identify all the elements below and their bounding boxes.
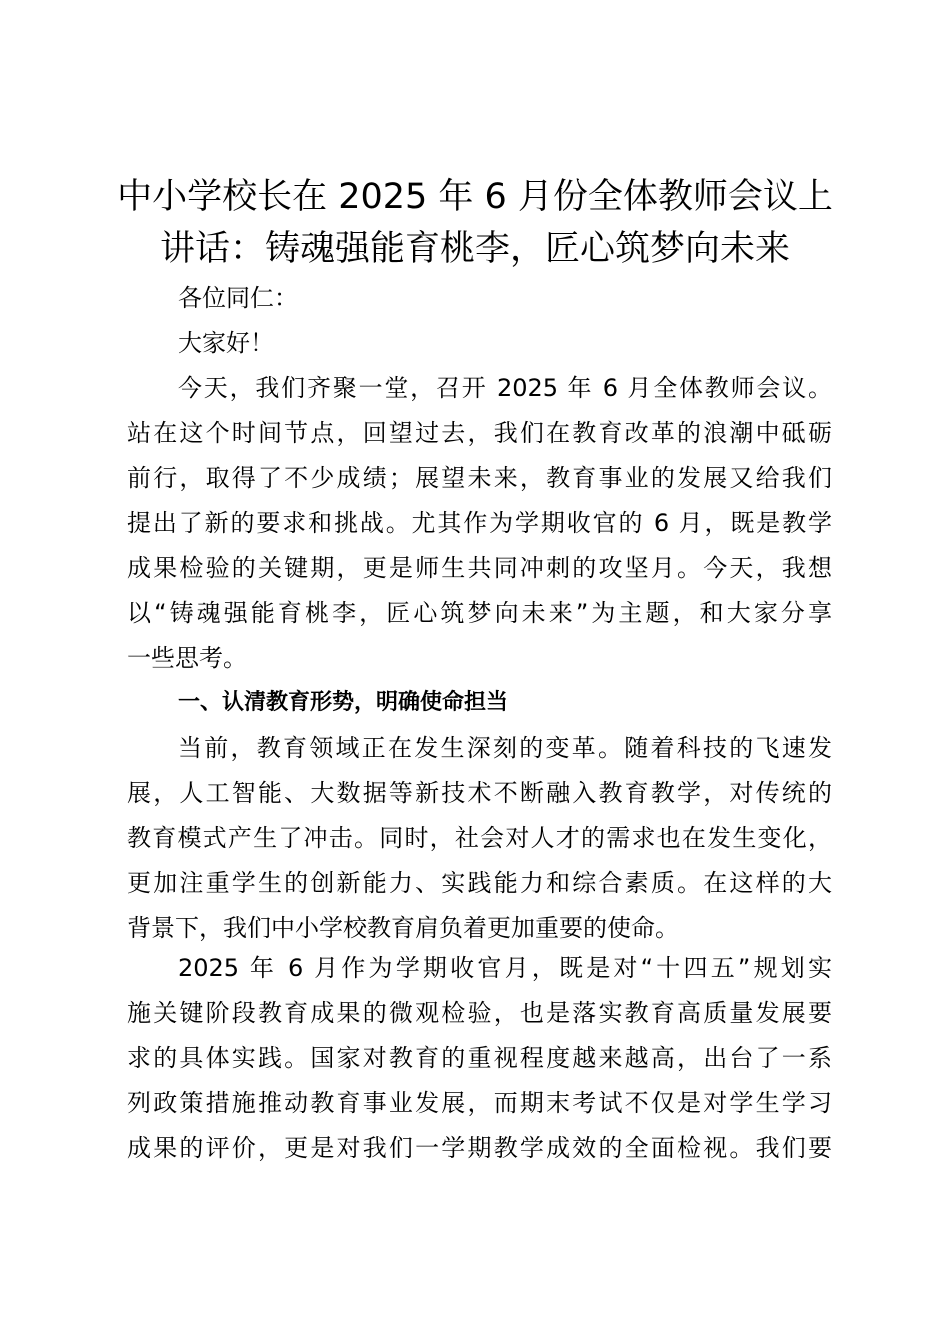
paragraph-1-line-1: 今天，我们齐聚一堂，召开 2025 年 6 月全体教师会议。: [178, 374, 832, 402]
paragraph-1-line-4: 提出了新的要求和挑战。尤其作为学期收官的 6 月，既是教学: [127, 509, 832, 537]
greeting: 大家好！: [178, 329, 274, 357]
paragraph-2-line-3: 教育模式产生了冲击。同时，社会对人才的需求也在发生变化，: [127, 824, 832, 852]
document-title-line-1: 中小学校长在 2025 年 6 月份全体教师会议上: [117, 177, 833, 217]
paragraph-2-line-5: 背景下，我们中小学校教育肩负着更加重要的使命。: [127, 914, 679, 942]
salutation: 各位同仁：: [178, 284, 298, 312]
paragraph-3-line-2: 施关键阶段教育成果的微观检验，也是落实教育高质量发展要: [127, 999, 832, 1027]
paragraph-1-line-3: 前行，取得了不少成绩；展望未来，教育事业的发展又给我们: [127, 464, 832, 492]
paragraph-1-line-7: 一些思考。: [127, 644, 247, 672]
paragraph-3-line-4: 列政策措施推动教育事业发展，而期末考试不仅是对学生学习: [127, 1089, 832, 1117]
paragraph-3-line-1: 2025 年 6 月作为学期收官月，既是对“十四五”规划实: [178, 954, 832, 982]
paragraph-1-line-6: 以“铸魂强能育桃李，匠心筑梦向未来”为主题，和大家分享: [127, 599, 832, 627]
section-1-heading: 一、认清教育形势，明确使命担当: [178, 690, 509, 715]
paragraph-3-line-5: 成果的评价，更是对我们一学期教学成效的全面检视。我们要: [127, 1134, 832, 1162]
paragraph-2-line-1: 当前，教育领域正在发生深刻的变革。随着科技的飞速发: [178, 734, 832, 762]
paragraph-1-line-5: 成果检验的关键期，更是师生共同冲刺的攻坚月。今天，我想: [127, 554, 832, 582]
paragraph-3-line-3: 求的具体实践。国家对教育的重视程度越来越高，出台了一系: [127, 1044, 832, 1072]
paragraph-2-line-4: 更加注重学生的创新能力、实践能力和综合素质。在这样的大: [127, 869, 832, 897]
document-title-line-2: 讲话：铸魂强能育桃李，匠心筑梦向未来: [159, 229, 790, 269]
paragraph-1-line-2: 站在这个时间节点，回望过去，我们在教育改革的浪潮中砥砺: [127, 419, 832, 447]
paragraph-2-line-2: 展，人工智能、大数据等新技术不断融入教育教学，对传统的: [127, 779, 832, 807]
